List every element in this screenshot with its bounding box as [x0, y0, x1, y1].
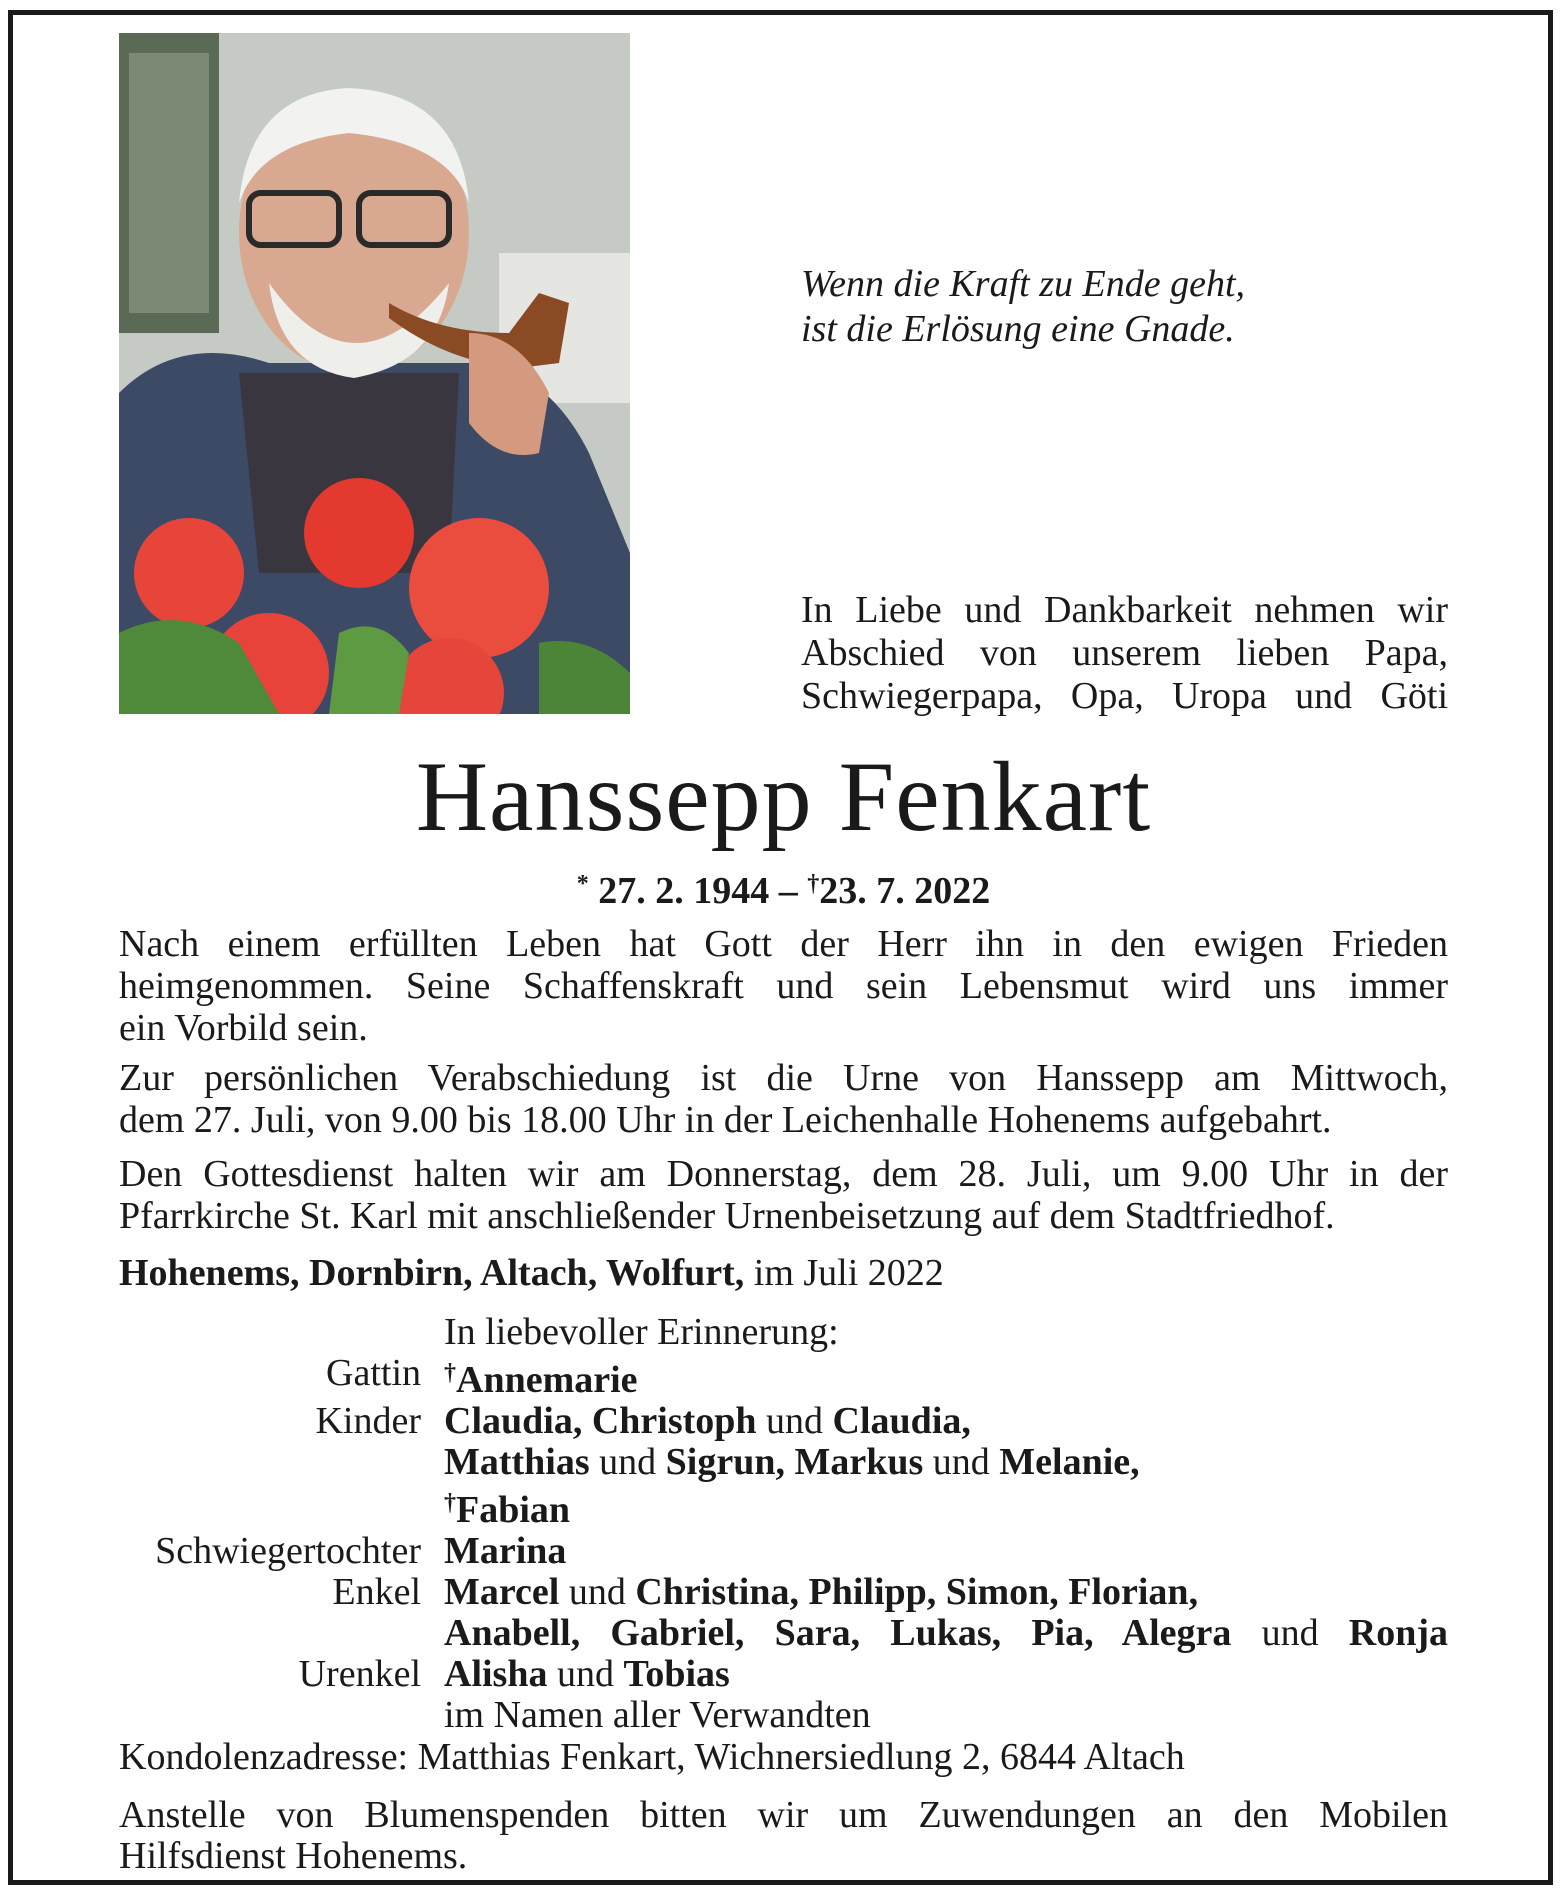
family-row-enkel [119, 1572, 1448, 1613]
relative-name: Tobias [623, 1653, 730, 1695]
portrait-illustration [119, 33, 630, 714]
paragraph-line: Nach einem erfüllten Leben hat Gott der Herr ihn in den ewigen Frieden [119, 923, 1448, 965]
relative-name: Sigrun, Markus [665, 1441, 924, 1483]
quote-line: ist die Erlösung eine Gnade. [801, 308, 1235, 350]
paragraph-line: heimgenommen. Seine Schaffenskraft und sein Lebensmut wird uns immer [119, 965, 1448, 1007]
relation-label: Enkel [332, 1571, 421, 1613]
relative-name: Melanie, [999, 1441, 1140, 1483]
birth-date: 27. 2. 1944 [598, 870, 770, 912]
places-and-date [119, 1251, 1448, 1295]
family-row-kinder [119, 1401, 1448, 1442]
relative-name: Fabian [456, 1489, 571, 1531]
conjunction: und [599, 1441, 657, 1483]
conjunction: und [766, 1400, 824, 1442]
paragraph-line: dem 27. Juli, von 9.00 bis 18.00 Uhr in der Leichenhalle Hohenems aufgebahrt. [119, 1099, 1332, 1141]
intro-line: In Liebe und Dankbarkeit nehmen wir [801, 589, 1448, 631]
birth-symbol: * [576, 871, 589, 897]
family-row-kinder-cont [119, 1483, 1448, 1531]
conjunction: und [556, 1653, 614, 1695]
life-dates [0, 862, 1567, 913]
paragraph-line: Zur persönlichen Verabschiedung ist die Urne von Hanssepp am Mittwoch, [119, 1057, 1448, 1099]
relative-name: Anabell, Gabriel, Sara, Lukas, Pia, Alegra [444, 1612, 1232, 1654]
conjunction: und [568, 1571, 626, 1613]
condolence-address: Kondolenzadresse: Matthias Fenkart, Wichnersiedlung 2, 6844 Altach [119, 1736, 1185, 1778]
family-closing: im Namen aller Verwandten [444, 1694, 871, 1736]
quote-line: Wenn die Kraft zu Ende geht, [801, 263, 1245, 305]
family-heading: In liebevoller Erinnerung: [444, 1311, 839, 1353]
intro-line: Schwiegerpapa, Opa, Uropa und Göti [801, 675, 1448, 717]
farewell-intro [801, 589, 1448, 718]
relation-label: Gattin [326, 1352, 421, 1394]
paragraph-line: ein Vorbild sein. [119, 1007, 368, 1049]
paragraph-life [119, 923, 1448, 1049]
family-heading-row [119, 1312, 1448, 1353]
deceased-name: Hanssepp Fenkart [415, 741, 1152, 852]
relative-name: Annemarie [456, 1359, 638, 1401]
relative-name: Matthias [444, 1441, 590, 1483]
family-list [119, 1312, 1448, 1736]
paragraph-viewing [119, 1057, 1448, 1141]
relation-label: Kinder [315, 1400, 421, 1442]
death-symbol: † [807, 871, 820, 897]
family-row-gattin [119, 1353, 1448, 1401]
donation-line: Hilfsdienst Hohenems. [119, 1835, 468, 1877]
relative-name: Claudia, [832, 1400, 971, 1442]
family-row-enkel-cont [119, 1613, 1448, 1654]
donation-note [119, 1795, 1448, 1877]
paragraph-line: Pfarrkirche St. Karl mit anschließender Urnenbeisetzung auf dem Stadtfriedhof. [119, 1195, 1335, 1237]
relation-label: Urenkel [298, 1653, 421, 1695]
date-separator: – [778, 870, 798, 912]
relative-name: Marina [444, 1530, 567, 1572]
donation-line: Anstelle von Blumenspenden bitten wir um Zuwendungen an den Mobilen [119, 1794, 1448, 1836]
relative-name: Claudia, Christoph [444, 1400, 757, 1442]
relative-name: Christina, Philipp, Simon, Florian, [635, 1571, 1199, 1613]
places: Hohenems, Dornbirn, Altach, Wolfurt, [119, 1252, 745, 1294]
paragraph-line: Den Gottesdienst halten wir am Donnerstag, dem 28. Juli, um 9.00 Uhr in der [119, 1153, 1448, 1195]
relative-name: Alisha [444, 1653, 548, 1695]
relative-name: Marcel [444, 1571, 560, 1613]
conjunction: und [1261, 1612, 1319, 1654]
portrait-photo [119, 33, 630, 714]
cross-symbol: † [444, 1490, 456, 1516]
relative-name: Ronja [1348, 1612, 1449, 1654]
family-row-urenkel [119, 1654, 1448, 1695]
memorial-quote [801, 262, 1501, 352]
conjunction: und [932, 1441, 990, 1483]
family-row-kinder-cont [119, 1442, 1448, 1483]
relation-label: Schwiegertochter [155, 1530, 421, 1572]
paragraph-service [119, 1153, 1448, 1237]
intro-line: Abschied von unserem lieben Papa, [801, 632, 1448, 674]
family-closing-row [119, 1695, 1448, 1736]
death-date: 23. 7. 2022 [819, 870, 991, 912]
month-year: im Juli 2022 [753, 1252, 944, 1294]
family-row-schwiegertochter [119, 1531, 1448, 1572]
cross-symbol: † [444, 1360, 456, 1386]
